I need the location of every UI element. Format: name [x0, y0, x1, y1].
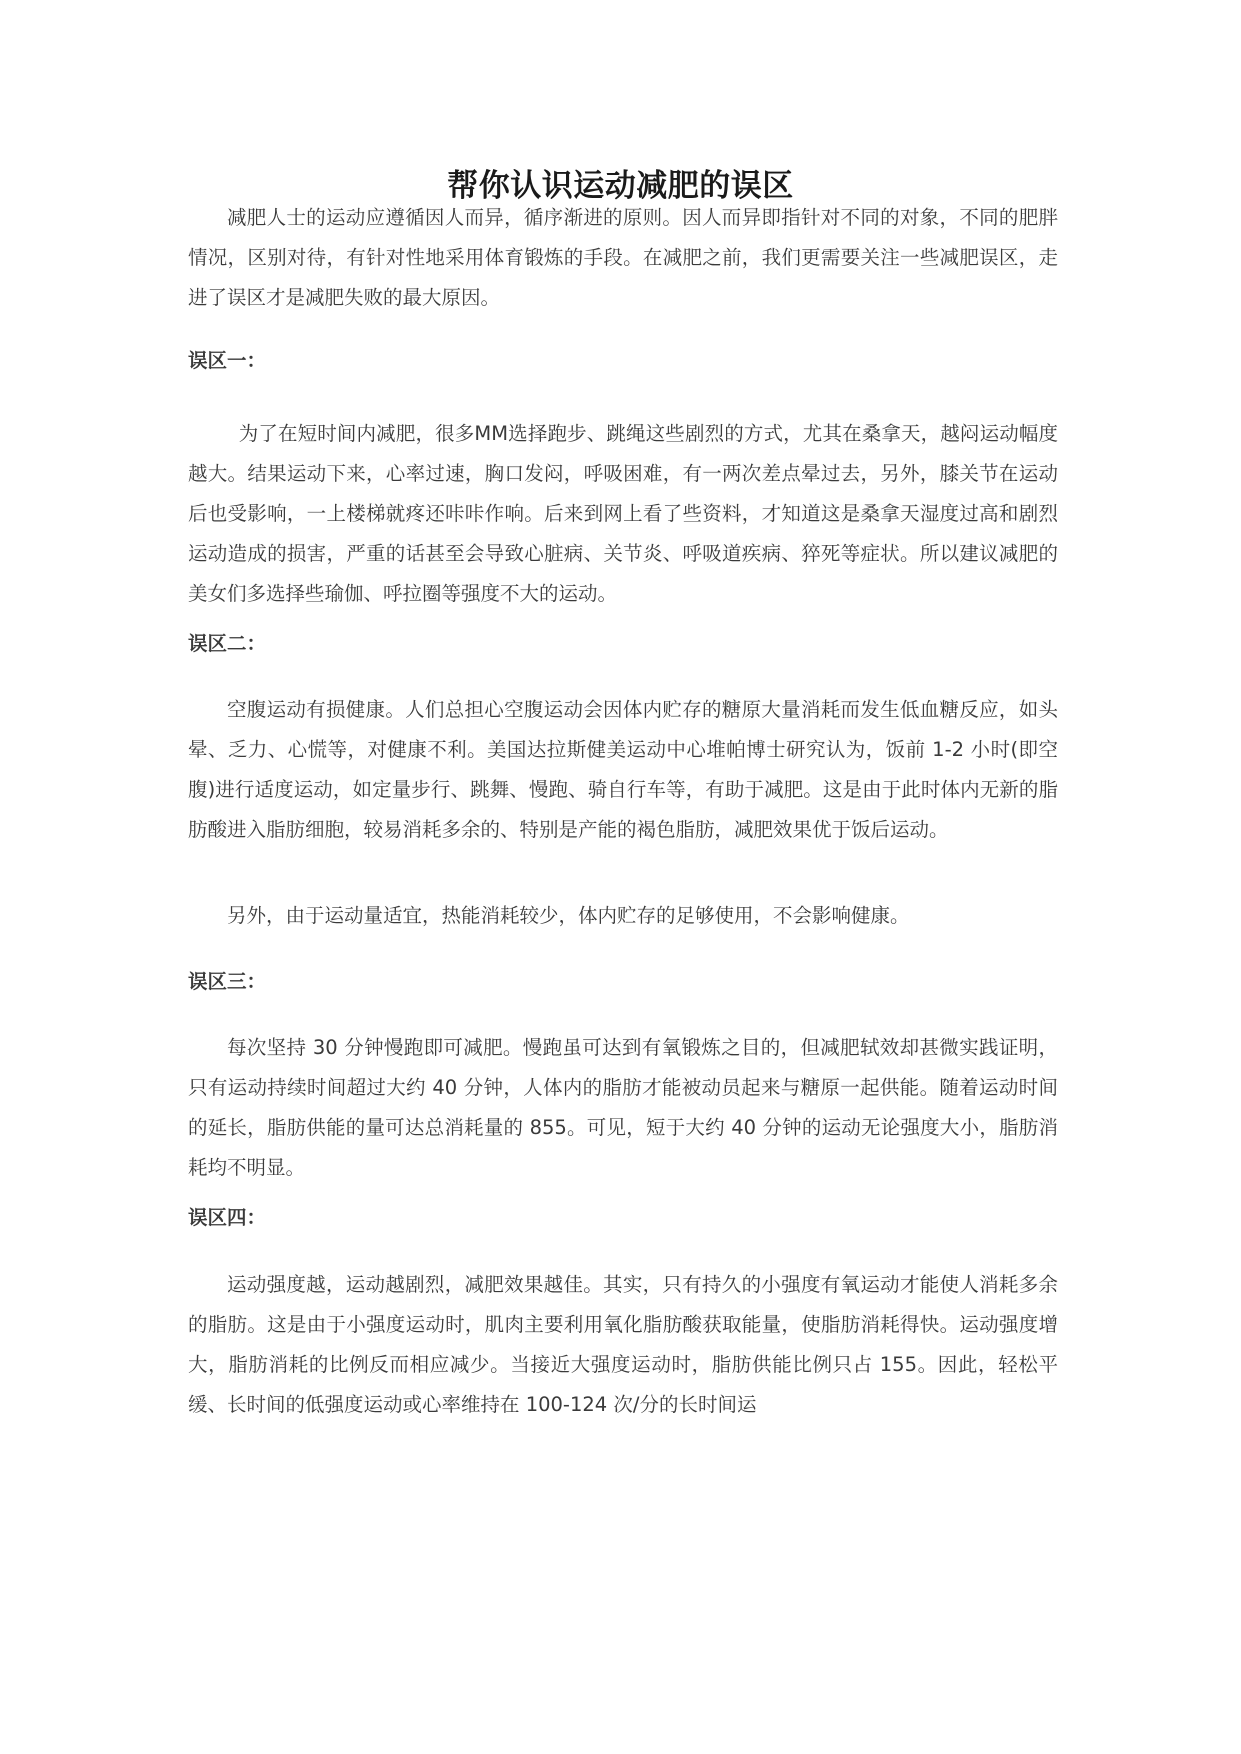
intro-paragraph: 减肥人士的运动应遵循因人而异，循序渐进的原则。因人而异即指针对不同的对象，不同的肥胖情况，区别对待，有针对性地采用体育锻炼的手段。在减肥之前，我们更需要关注一些减肥误区，走进了误区才是减肥失败的最大原因。: [188, 206, 1058, 309]
section-3-paragraph-1: 每次坚持 30 分钟慢跑即可减肥。慢跑虽可达到有氧锻炼之目的，但减肥轼效却甚微实践证明，只有运动持续时间超过大约 40 分钟，人体内的脂肪才能被动员起来与糖原一起供能。随着运动时间的延长，脂肪供能的量可达总消耗量的 855。可见，短于大约 40 分钟的运动无论强度大小，脂肪消耗均不明显。: [188, 1036, 1058, 1179]
section-heading-1: 误区一：: [188, 349, 267, 372]
section-heading-4: 误区四：: [188, 1206, 267, 1229]
section-heading-2: 误区二：: [188, 632, 267, 655]
section-2-paragraph-2: 另外，由于运动量适宜，热能消耗较少，体内贮存的足够使用，不会影响健康。: [227, 904, 910, 927]
section-4-paragraph-1: 运动强度越，运动越剧烈，减肥效果越佳。其实，只有持久的小强度有氧运动才能使人消耗多余的脂肪。这是由于小强度运动时，肌肉主要利用氧化脂肪酸获取能量，使脂肪消耗得快。运动强度增大，脂肪消耗的比例反而相应减少。当接近大强度运动时，脂肪供能比例只占 155。因此，轻松平缓、长时间的低强度运动或心率维持在 100-124 次/分的长时间运: [188, 1273, 1058, 1416]
section-heading-3: 误区三：: [188, 970, 267, 993]
section-2-paragraph-1: 空腹运动有损健康。人们总担心空腹运动会因体内贮存的糖原大量消耗而发生低血糖反应，如头晕、乏力、心慌等，对健康不利。美国达拉斯健美运动中心堆帕博士研究认为，饭前 1-2 小时(即空腹)进行适度运动，如定量步行、跳舞、慢跑、骑自行车等，有助于减肥。这是由于此时体内无新的脂肪酸进入脂肪细胞，较易消耗多余的、特别是产能的褐色脂肪，减肥效果优于饭后运动。: [188, 698, 1058, 841]
document-title: 帮你认识运动减肥的误区: [447, 168, 794, 204]
section-1-paragraph-1: 为了在短时间内减肥，很多MM选择跑步、跳绳这些剧烈的方式，尤其在桑拿天，越闷运动幅度越大。结果运动下来，心率过速，胸口发闷，呼吸困难，有一两次差点晕过去，另外，膝关节在运动后也受影响，一上楼梯就疼还咔咔作响。后来到网上看了些资料，才知道这是桑拿天湿度过高和剧烈运动造成的损害，严重的话甚至会导致心脏病、关节炎、呼吸道疾病、猝死等症状。所以建议减肥的美女们多选择些瑜伽、呼拉圈等强度不大的运动。: [188, 422, 1058, 605]
